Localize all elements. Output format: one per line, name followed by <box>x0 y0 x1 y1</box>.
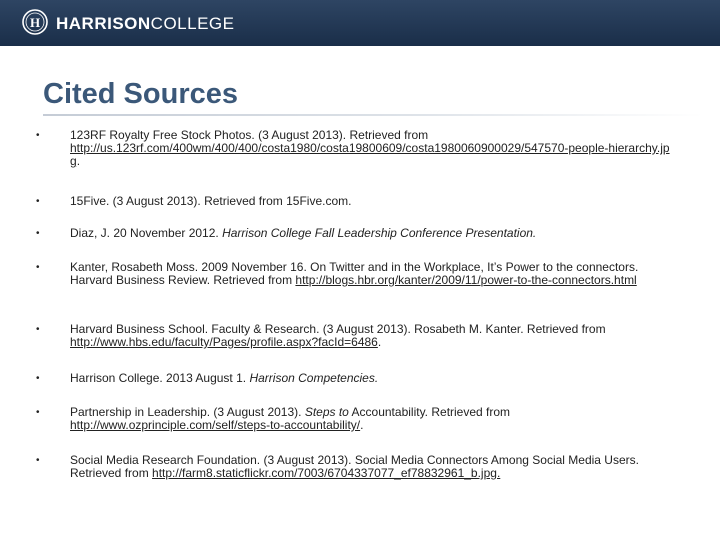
brand-wordmark <box>56 14 234 34</box>
reference-text: Harvard Business School. Faculty & Research. (3 August 2013). Rosabeth M. Kanter. Retrieved from http://www.hbs.edu/faculty/Pages/profile.aspx?facId=6486. <box>70 322 606 349</box>
reference-link[interactable]: http://www.hbs.edu/faculty/Pages/profile.aspx?facId=6486 <box>70 335 378 349</box>
bullet: • <box>36 407 40 418</box>
brand-name-light: COLLEGE <box>150 14 235 33</box>
slide-title: Cited Sources <box>43 78 238 110</box>
reference-text: 15Five. (3 August 2013). Retrieved from 15Five.com. <box>70 194 352 208</box>
bullet: • <box>36 228 40 239</box>
reference-link[interactable]: http://www.ozprinciple.com/self/steps-to-accountability/ <box>70 418 361 432</box>
reference-text: Partnership in Leadership. (3 August 2013). Steps to Accountability. Retrieved from http://www.ozprinciple.com/self/steps-to-accountability/. <box>70 405 511 432</box>
bullet: • <box>36 373 40 384</box>
reference-text: Diaz, J. 20 November 2012. Harrison College Fall Leadership Conference Presentation. <box>70 226 537 240</box>
reference-text: 123RF Royalty Free Stock Photos. (3 August 2013). Retrieved from http://us.123rf.com/400wm/400/400/costa1980/costa19800609/costa1980060900029/547570-people-hierarchy.jpg. <box>70 128 670 168</box>
bullet: • <box>36 455 40 466</box>
bullet: • <box>36 196 40 207</box>
reference-text: Harrison College. 2013 August 1. Harrison Competencies. <box>70 371 379 385</box>
bullet: • <box>36 262 40 273</box>
svg-text:H: H <box>29 15 41 30</box>
reference-link[interactable]: http://us.123rf.com/400wm/400/400/costa1980/costa19800609/costa1980060900029/547570-people-hierarchy.jpg <box>70 141 670 168</box>
reference-text: Social Media Research Foundation. (3 August 2013). Social Media Connectors Among Social Media Users. Retrieved from http://farm8.staticflickr.com/7003/6704337077_ef78832961_b.jpg. <box>70 453 639 480</box>
reference-link[interactable]: http://farm8.staticflickr.com/7003/6704337077_ef78832961_b.jpg. <box>152 466 501 480</box>
bullet: • <box>36 324 40 335</box>
brand-name-bold: HARRISON <box>56 14 151 33</box>
reference-text: Kanter, Rosabeth Moss. 2009 November 16. On Twitter and in the Workplace, It’s Power to the connectors. Harvard Business Review. Retrieved from http://blogs.hbr.org/kanter/2009/11/power-to-the-connectors.html <box>70 260 639 287</box>
title-divider <box>43 114 703 116</box>
reference-link[interactable]: http://blogs.hbr.org/kanter/2009/11/power-to-the-connectors.html <box>295 273 637 287</box>
header-bar <box>0 0 720 46</box>
bullet: • <box>36 130 40 141</box>
college-seal-icon <box>22 9 48 35</box>
